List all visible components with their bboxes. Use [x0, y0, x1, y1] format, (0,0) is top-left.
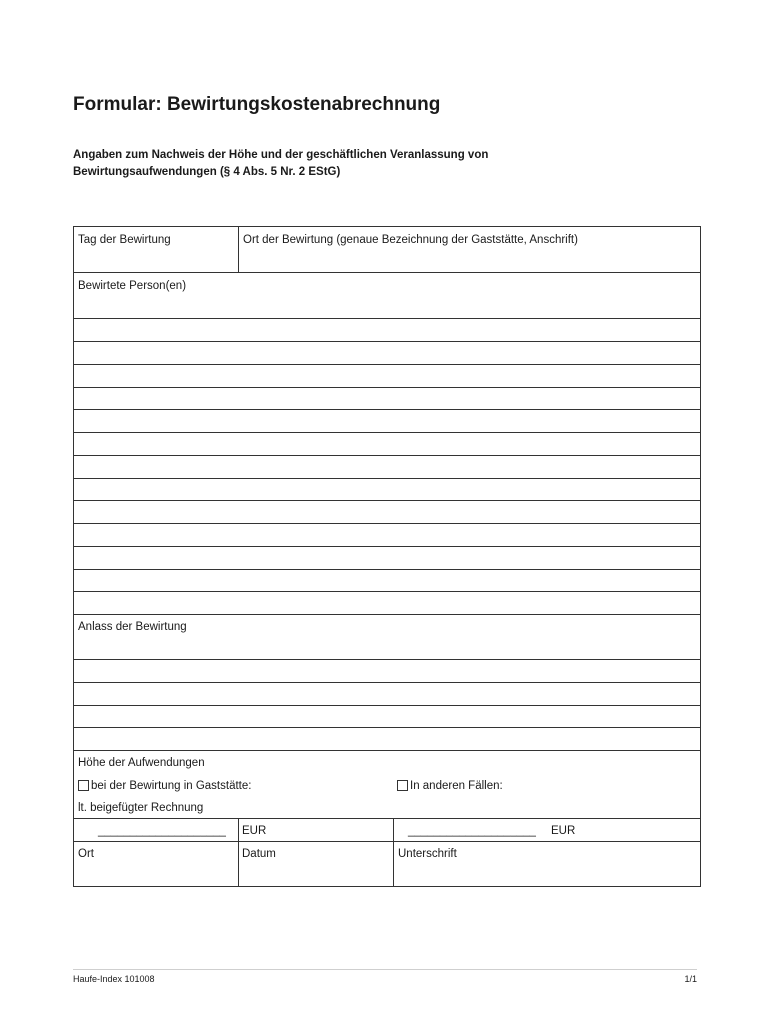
label-location: Ort der Bewirtung (genaue Bezeichnung der Gaststätte, Anschrift)	[243, 234, 578, 246]
label-other-cases: In anderen Fällen:	[410, 780, 503, 792]
checkbox-other-cases[interactable]	[397, 780, 408, 791]
row-divider	[74, 818, 700, 819]
page-subtitle	[73, 147, 593, 181]
occasion-line-2[interactable]	[74, 682, 700, 683]
subtitle-line-2: Bewirtungsaufwendungen (§ 4 Abs. 5 Nr. 2 EStG)	[73, 166, 341, 178]
guest-line-11[interactable]	[74, 546, 700, 547]
currency-label-1: EUR	[242, 825, 267, 837]
field-signature[interactable]	[394, 859, 699, 885]
guest-line-13[interactable]	[74, 591, 700, 592]
guest-line-8[interactable]	[74, 478, 700, 479]
guest-line-12[interactable]	[74, 569, 700, 570]
row-divider	[74, 841, 700, 842]
guest-line-7[interactable]	[74, 455, 700, 456]
occasion-line-1[interactable]	[74, 659, 700, 660]
footer-page-number: 1/1	[684, 974, 697, 984]
label-occasion: Anlass der Bewirtung	[78, 621, 187, 633]
footer-index: Haufe-Index 101008	[73, 974, 155, 984]
label-amount: Höhe der Aufwendungen	[78, 757, 205, 769]
label-sign-date: Datum	[242, 848, 276, 860]
guest-line-4[interactable]	[74, 387, 700, 388]
guest-line-2[interactable]	[74, 341, 700, 342]
guest-line-1[interactable]	[74, 318, 700, 319]
field-place[interactable]	[74, 859, 238, 885]
occasion-line-3[interactable]	[74, 705, 700, 706]
page-footer	[73, 969, 697, 986]
label-date: Tag der Bewirtung	[78, 234, 171, 246]
checkbox-restaurant[interactable]	[78, 780, 89, 791]
label-place: Ort	[78, 848, 94, 860]
page-title: Formular: Bewirtungskostenabrechnung	[73, 94, 441, 115]
amount-field-restaurant[interactable]: ____________________	[98, 825, 226, 837]
guest-line-5[interactable]	[74, 409, 700, 410]
currency-label-2: EUR	[551, 825, 576, 837]
field-sign-date[interactable]	[239, 859, 393, 885]
guest-line-9[interactable]	[74, 500, 700, 501]
amount-field-other[interactable]: ____________________	[408, 825, 536, 837]
field-date[interactable]	[74, 243, 238, 271]
label-guests: Bewirtete Person(en)	[78, 280, 187, 292]
guest-line-3[interactable]	[74, 364, 700, 365]
expense-form	[73, 226, 701, 887]
label-restaurant: bei der Bewirtung in Gaststätte:	[91, 780, 252, 792]
occasion-line-4[interactable]	[74, 727, 700, 728]
guest-line-10[interactable]	[74, 523, 700, 524]
subtitle-line-1: Angaben zum Nachweis der Höhe und der geschäftlichen Veranlassung von	[73, 149, 489, 161]
field-location[interactable]	[239, 243, 699, 271]
guest-line-6[interactable]	[74, 432, 700, 433]
row-divider	[74, 614, 700, 615]
label-receipt: lt. beigefügter Rechnung	[78, 802, 204, 814]
row-divider	[74, 750, 700, 751]
row-divider	[74, 272, 700, 273]
label-signature: Unterschrift	[398, 848, 457, 860]
